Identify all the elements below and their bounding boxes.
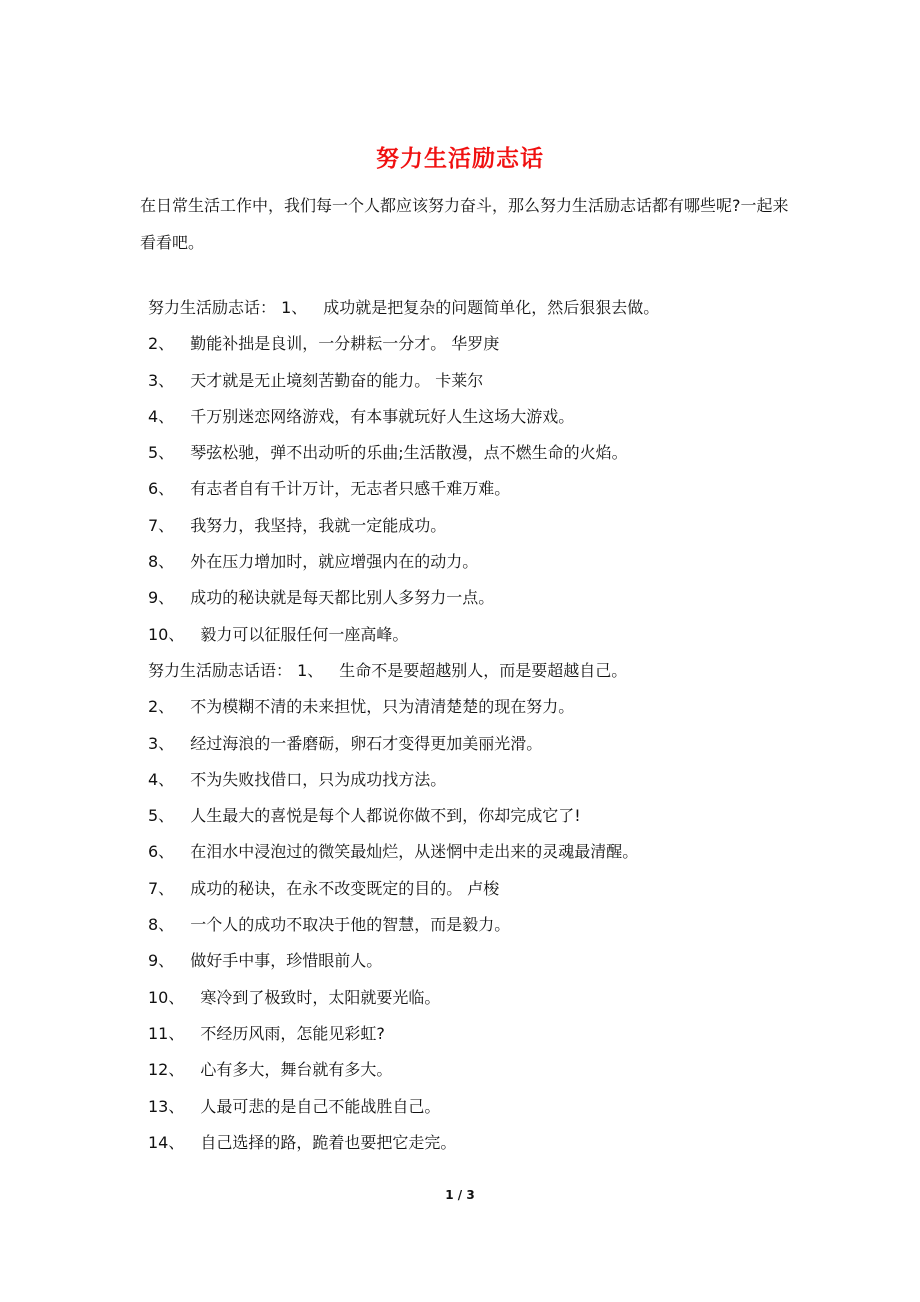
item-text: 我努力，我坚持，我就一定能成功。 xyxy=(190,515,447,535)
item-number: 1、 xyxy=(297,660,324,680)
item-text: 人最可悲的是自己不能战胜自己。 xyxy=(200,1096,441,1116)
item-text: 天才就是无止境刻苦勤奋的能力。 卡莱尔 xyxy=(190,370,484,390)
list-item xyxy=(148,293,848,329)
item-number: 2、 xyxy=(148,697,175,717)
item-number: 8、 xyxy=(148,552,175,572)
item-number: 8、 xyxy=(148,915,175,935)
item-number: 14、 xyxy=(148,1132,185,1152)
item-number: 6、 xyxy=(148,479,175,499)
item-number: 4、 xyxy=(148,406,175,426)
list-item xyxy=(148,366,848,402)
item-text: 一个人的成功不取决于他的智慧，而是毅力。 xyxy=(190,915,511,935)
item-number: 3、 xyxy=(148,733,175,753)
item-text: 千万别迷恋网络游戏，有本事就玩好人生这场大游戏。 xyxy=(190,406,575,426)
list-item xyxy=(148,874,848,910)
list-item xyxy=(148,1092,848,1128)
item-text: 成功的秘诀，在永不改变既定的目的。 卢梭 xyxy=(190,878,500,898)
item-text: 心有多大，舞台就有多大。 xyxy=(200,1060,393,1080)
item-number: 11、 xyxy=(148,1023,185,1043)
list-item xyxy=(148,946,848,982)
section-heading: 努力生活励志话语： xyxy=(148,660,298,680)
item-text: 成功的秘诀就是每天都比别人多努力一点。 xyxy=(190,588,495,608)
item-text: 经过海浪的一番磨砺，卵石才变得更加美丽光滑。 xyxy=(190,733,543,753)
list-item xyxy=(148,729,848,765)
item-number: 7、 xyxy=(148,878,175,898)
item-number: 4、 xyxy=(148,769,175,789)
item-text: 毅力可以征服任何一座高峰。 xyxy=(200,624,409,644)
list-item xyxy=(148,692,848,728)
item-number: 9、 xyxy=(148,951,175,971)
list-item xyxy=(148,1019,848,1055)
item-number: 1、 xyxy=(281,298,308,317)
item-number: 2、 xyxy=(148,334,175,354)
item-number: 7、 xyxy=(148,515,175,535)
list-item xyxy=(148,837,848,873)
item-number: 10、 xyxy=(148,624,185,644)
list-item xyxy=(148,910,848,946)
item-number: 12、 xyxy=(148,1060,185,1080)
document-title: 努力生活励志话 xyxy=(376,146,544,172)
list-item xyxy=(148,983,848,1019)
item-text: 在泪水中浸泡过的微笑最灿烂，从迷惘中走出来的灵魂最清醒。 xyxy=(190,842,639,862)
list-item xyxy=(148,474,848,510)
item-number: 3、 xyxy=(148,370,175,390)
list-item xyxy=(148,1128,848,1164)
intro-paragraph: 在日常生活工作中，我们每一个人都应该努力奋斗，那么努力生活励志话都有哪些呢?一起来看看吧。 xyxy=(140,196,789,252)
item-text: 寒冷到了极致时，太阳就要光临。 xyxy=(200,987,441,1007)
page-number: 1 / 3 xyxy=(445,1188,475,1202)
item-text: 不经历风雨，怎能见彩虹? xyxy=(200,1023,385,1043)
item-text: 自己选择的路，跪着也要把它走完。 xyxy=(200,1132,457,1152)
list-item xyxy=(148,438,848,474)
list-item xyxy=(148,656,848,692)
list-item xyxy=(148,329,848,365)
item-text: 生命不是要超越别人，而是要超越自己。 xyxy=(339,660,628,680)
quote-list xyxy=(148,293,848,1164)
list-item xyxy=(148,402,848,438)
list-item xyxy=(148,547,848,583)
item-text: 不为模糊不清的未来担忧，只为清清楚楚的现在努力。 xyxy=(190,697,575,717)
item-text: 人生最大的喜悦是每个人都说你做不到，你却完成它了! xyxy=(190,806,581,826)
list-item xyxy=(148,583,848,619)
item-number: 5、 xyxy=(148,806,175,826)
item-number: 6、 xyxy=(148,842,175,862)
list-item xyxy=(148,620,848,656)
item-number: 5、 xyxy=(148,443,175,463)
item-text: 不为失败找借口，只为成功找方法。 xyxy=(190,769,447,789)
list-item xyxy=(148,765,848,801)
item-text: 成功就是把复杂的问题简单化，然后狠狠去做。 xyxy=(323,298,660,317)
list-item xyxy=(148,1055,848,1091)
item-number: 9、 xyxy=(148,588,175,608)
item-text: 勤能补拙是良训，一分耕耘一分才。 华罗庚 xyxy=(190,334,500,354)
item-text: 琴弦松驰，弹不出动听的乐曲;生活散漫，点不燃生命的火焰。 xyxy=(190,443,628,463)
list-item xyxy=(148,511,848,547)
item-text: 有志者自有千计万计，无志者只感千难万难。 xyxy=(190,479,511,499)
section-heading: 努力生活励志话： xyxy=(148,298,282,317)
item-text: 外在压力增加时，就应增强内在的动力。 xyxy=(190,552,479,572)
list-item xyxy=(148,801,848,837)
item-number: 13、 xyxy=(148,1096,185,1116)
item-number: 10、 xyxy=(148,987,185,1007)
item-text: 做好手中事，珍惜眼前人。 xyxy=(190,951,383,971)
